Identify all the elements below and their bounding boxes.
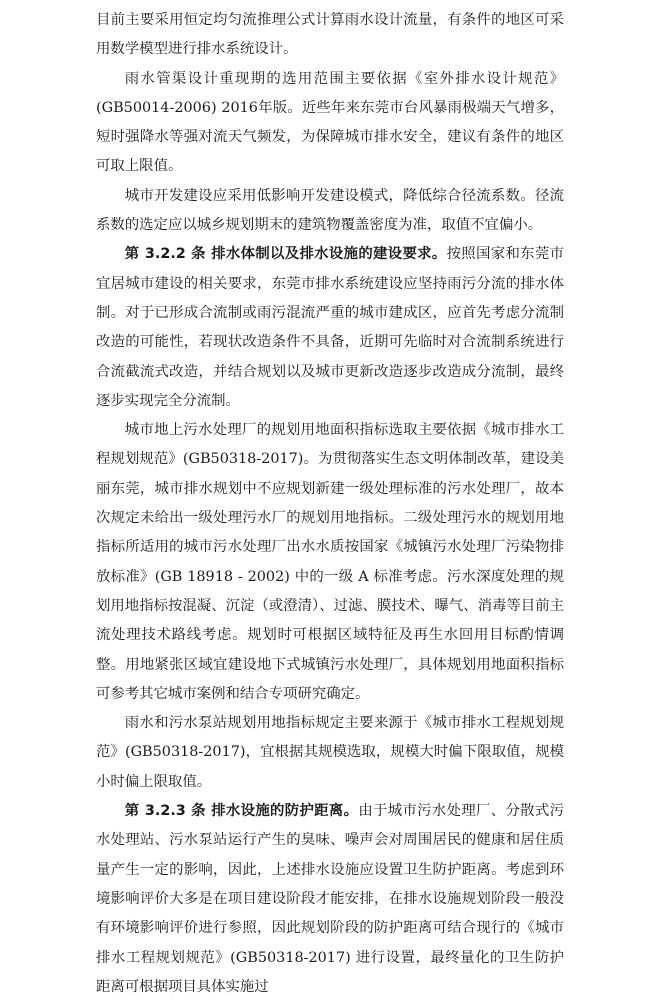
clause-3-2-3 — [96, 797, 564, 1002]
paragraph-1-text: 目前主要采用恒定均匀流推理公式计算雨水设计流量，有条件的地区可采用数学模型进行排水系统设计。 — [96, 12, 564, 58]
clause-3-2-2-heading: 第 3.2.2 条 排水体制以及排水设施的建设要求。 — [124, 246, 447, 263]
paragraph-5-text: 城市地上污水处理厂的规划用地面积指标选取主要依据《城市排水工程规划规范》(GB50318-2017)。为贯彻落实生态文明体制改革，建设美丽东莞，城市排水规划中不应规划新建一级处理标准的污水处理厂，故本次规定未给出一级处理污水厂的规划用地指标。二级处理污水的规划用地指标所适用的城市污水处理厂出水水质按国家《城镇污水处理厂污染物排放标准》(GB 18918 - 2002) 中的一级 A 标准考虑。污水深度处理的规划用地指标按混凝、沉淀（或澄清）、过滤、膜技术、曝气、消毒等目前主流处理技术路线考虑。规划时可根据区域特征及再生水回用目标酌情调整。用地紧张区域宜建设地下式城镇污水处理厂，具体规划用地面积指标可参考其它城市案例和结合专项研究确定。 — [96, 422, 564, 702]
paragraph-3-text: 城市开发建设应采用低影响开发建设模式，降低综合径流系数。径流系数的选定应以城乡规划期末的建筑物覆盖密度为准，取值不宜偏小。 — [96, 187, 564, 234]
document-page — [96, 6, 564, 1002]
paragraph-6 — [96, 709, 564, 797]
paragraph-5 — [96, 416, 564, 709]
paragraph-6-text: 雨水和污水泵站规划用地指标规定主要来源于《城市排水工程规划规范》(GB50318-2017)，宜根据其规模选取，规模大时偏下限取值，规模小时偏上限取值。 — [96, 715, 564, 790]
clause-3-2-3-text: 由于城市污水处理厂、分散式污水处理站、污水泵站运行产生的臭味、噪声会对周围居民的健康和居住质量产生一定的影响，因此，上述排水设施应设置卫生防护距离。考虑到环境影响评价大多是在项目建设阶段才能安排，在排水设施规划阶段一般没有环境影响评价进行参照，因此规划阶段的防护距离可结合现行的《城市排水工程规划规范》(GB50318-2017) 进行设置，最终量化的卫生防护距离可根据项目具体实施过 — [96, 803, 564, 995]
clause-3-2-2 — [96, 240, 564, 416]
paragraph-2-text: 雨水管渠设计重现期的选用范围主要依据《室外排水设计规范》(GB50014-2006) 2016年版。近些年来东莞市台风暴雨极端天气增多，短时强降水等强对流天气频发，为保障城市排水安全，建议有条件的地区可取上限值。 — [96, 70, 564, 175]
clause-3-2-2-text: 按照国家和东莞市宜居城市建设的相关要求，东莞市排水系统建设应坚持雨污分流的排水体制。对于已形成合流制或雨污混流严重的城市建成区，应首先考虑分流制改造的可能性，若现状改造条件不具备，近期可先临时对合流制系统进行合流截流式改造，并结合规划以及城市更新改造逐步改造成分流制，最终逐步实现完全分流制。 — [96, 246, 564, 409]
paragraph-2 — [96, 65, 564, 182]
paragraph-1 — [96, 6, 564, 65]
paragraph-3 — [96, 182, 564, 241]
clause-3-2-3-heading: 第 3.2.3 条 排水设施的防护距离。 — [124, 803, 359, 820]
